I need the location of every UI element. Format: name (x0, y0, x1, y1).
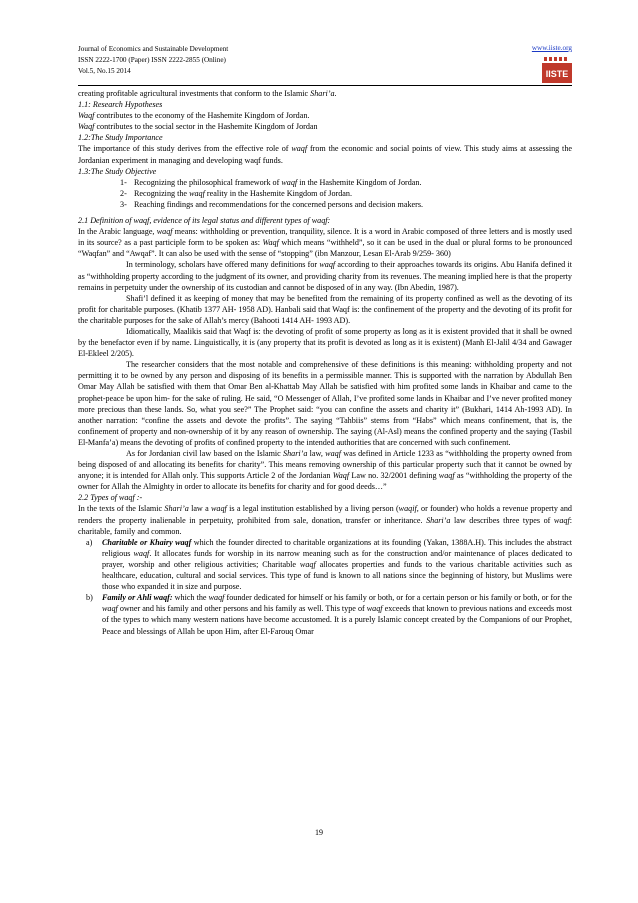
objective-item: 2- Recognizing the waqf reality in the Hashemite Kingdom of Jordan. (120, 188, 352, 198)
header-rule (78, 85, 572, 86)
journal-title: Journal of Economics and Sustainable Development (78, 45, 229, 53)
page-number: 19 (315, 828, 323, 837)
paragraph: The researcher considers that the most notable and comprehensive of these definitions is this meaning: withholding property and not permitting it to be owned by any person and disposing of its benefits in a permissible manner. This is supported with the narration by Abdullah Ben Omar May Allah be satisfied with them that Omar Ben al-Khattab May Allah be satisfied with him profited some lands in Khaibar and came to the prophet-peace be upon him- for the sake of ruling. He said, “O Messenger of Allah, I’ve profited some lands in Khaibar and I’ve never profited money more precious than these lands. So, what you see?” The Prophet said: “you can confine the assets and charity it” (Bukhari, 1414 Ah-1993 AD). In another narration: “confine the assets and devote the profits”. The saying “Tahbiis” stems from “Habs” which means confinement, that is, the confinement of property and non-ownership of it by any reason of ownership. The saying (Al-Asl) means the confined property and the saying (Tasbil El-Manfa’a) means the devoting of profits of confined property to the intended authorities that are concerned with such confinement. (78, 360, 572, 447)
journal-volume: Vol.5, No.15 2014 (78, 67, 131, 75)
paragraph: In terminology, scholars have offered many definitions for waqf according to their approaches towards its origins. Abu Hanifa defined it as “withholding property according to the judgment of its owner, and providing charity from its revenues. The meaning implied here is that the property remains in perpetuity under the ownership of its custodian and cannot be disposed of in any way. (Ibn Abedin, 1987). (78, 260, 572, 292)
journal-website-link[interactable]: www.iiste.org (531, 44, 572, 52)
journal-issn: ISSN 2222-1700 (Paper) ISSN 2222-2855 (Online) (78, 56, 226, 64)
paragraph: creating profitable agricultural investments that conform to the Islamic Shari’a. (78, 89, 337, 98)
article-body (78, 88, 572, 637)
list-item-charitable-waqf: a) Charitable or Khairy waqf which the founder directed to charitable organizations at its founding (Yakan, 1388A.H). This includes the abstract religious waqf. It allocates funds for worship in its narrow meaning such as for the construction and/or maintenance of places dedicated to prayer, worship and other religious activities; Charitable waqf allocates properties and funds to the various charitable activities such as healthcare, education, cultural and social services. This type of fund is known to all nations since the beginning of history, but Muslims were those who expanded it in size and purpose. (86, 537, 573, 592)
section-heading-1-1: 1.1: Research Hypotheses (78, 100, 163, 110)
paragraph: The importance of this study derives from the effective role of waqf from the economic and social points of view. This study aims at assessing the Jordanian experiment in managing and developing waqf funds. (78, 144, 572, 165)
paragraph: Shafi’l defined it as keeping of money that may be benefited from the remaining of its property confined as well as the devoting of its profit for charitable purposes. (Khatib 1377 AH- 1958 AD). Hanbali said that Waqf is: the confinement of the property and the devoting of its profit for the charitable purposes for the sake of Allah’s mercy (Bahooti 1414 AH- 1993 AD). (78, 293, 572, 325)
journal-header (78, 44, 228, 77)
hypothesis-1: Waqf contributes to the economy of the Hashemite Kingdom of Jordan. (78, 111, 310, 121)
list-item-family-waqf: b) Family or Ahli waqf: which the waqf founder dedicated for himself or his family or both, or for a certain person or his family or both, or for the waqf owner and his family and other persons and his family as well. This type of waqf exceeds that known to previous nations and exceeds most of the types to which many western nations have become accustomed. It is a purely Islamic concept created by the Companions of our Prophet, Peace and blessings of Allah be upon Him, after El-Farouq Omar (86, 593, 573, 636)
logo-text: IISTE (545, 69, 569, 79)
iiste-logo (542, 57, 572, 83)
objective-item: 1- Recognizing the philosophical framework of waqf in the Hashemite Kingdom of Jordan. (120, 177, 422, 187)
section-heading-1-2: 1.2:The Study Importance (78, 133, 163, 143)
section-heading-2-2: 2.2 Types of waqf :- (78, 493, 143, 503)
paragraph: Idiomatically, Maalikis said that Waqf is: the devoting of profit of some property as long as it is existent provided that it shall be owned by the benefactor even if by name. Linguistically, it is (any property that its profit is devoted as long as it is existent) (Manh El-Jalil 4/34 and Gawager El-Ekleel 2/205). (78, 326, 572, 359)
objective-item: 3- Reaching findings and recommendations for the concerned persons and decision makers. (120, 199, 424, 209)
paragraph: In the texts of the Islamic Shari’a law a waqf is a legal institution established by a living person (waqif, or founder) who holds a revenue property and renders the property inalienable in perpetuity, prohibited from sale, donation, transfer or inheritance. Shari’a law describes three types of waqf: charitable, family and common. (78, 504, 572, 536)
section-heading-1-3: 1.3:The Study Objective (78, 166, 157, 176)
hypothesis-2: Waqf contributes to the social sector in the Hashemite Kingdom of Jordan (78, 122, 318, 132)
paragraph: In the Arabic language, waqf means: withholding or prevention, tranquility, silence. It is a word in Arabic composed of three letters and is mostly used in its source? as a past participle form to be spoken as: Waqf which means “withheld”, so it can be used in the dual or plural forms to be pronounced “Waqfan” and “Awqaf”. It can also be used with the sense of “stopping” (ibn Manzour, Lesan El-Arab 9/259- 360) (78, 227, 573, 259)
paragraph: As for Jordanian civil law based on the Islamic Shari’a law, waqf was defined in Article 1233 as “withholding the property owned from being disposed of and allocating its benefits for charity”. This means removing ownership of this particular property such that it cannot be owned by anyone; it is intended for Allah only. This supports Article 2 of the Jordanian Waqf Law no. 32/2001 defining waqf as “withholding the property of the owner for Allah the Almighty in order to allocate its benefits for charity and for good deeds…” (78, 449, 573, 492)
section-heading-2-1: 2.1 Definition of waqf, evidence of its legal status and different types of waqf: (78, 216, 331, 226)
